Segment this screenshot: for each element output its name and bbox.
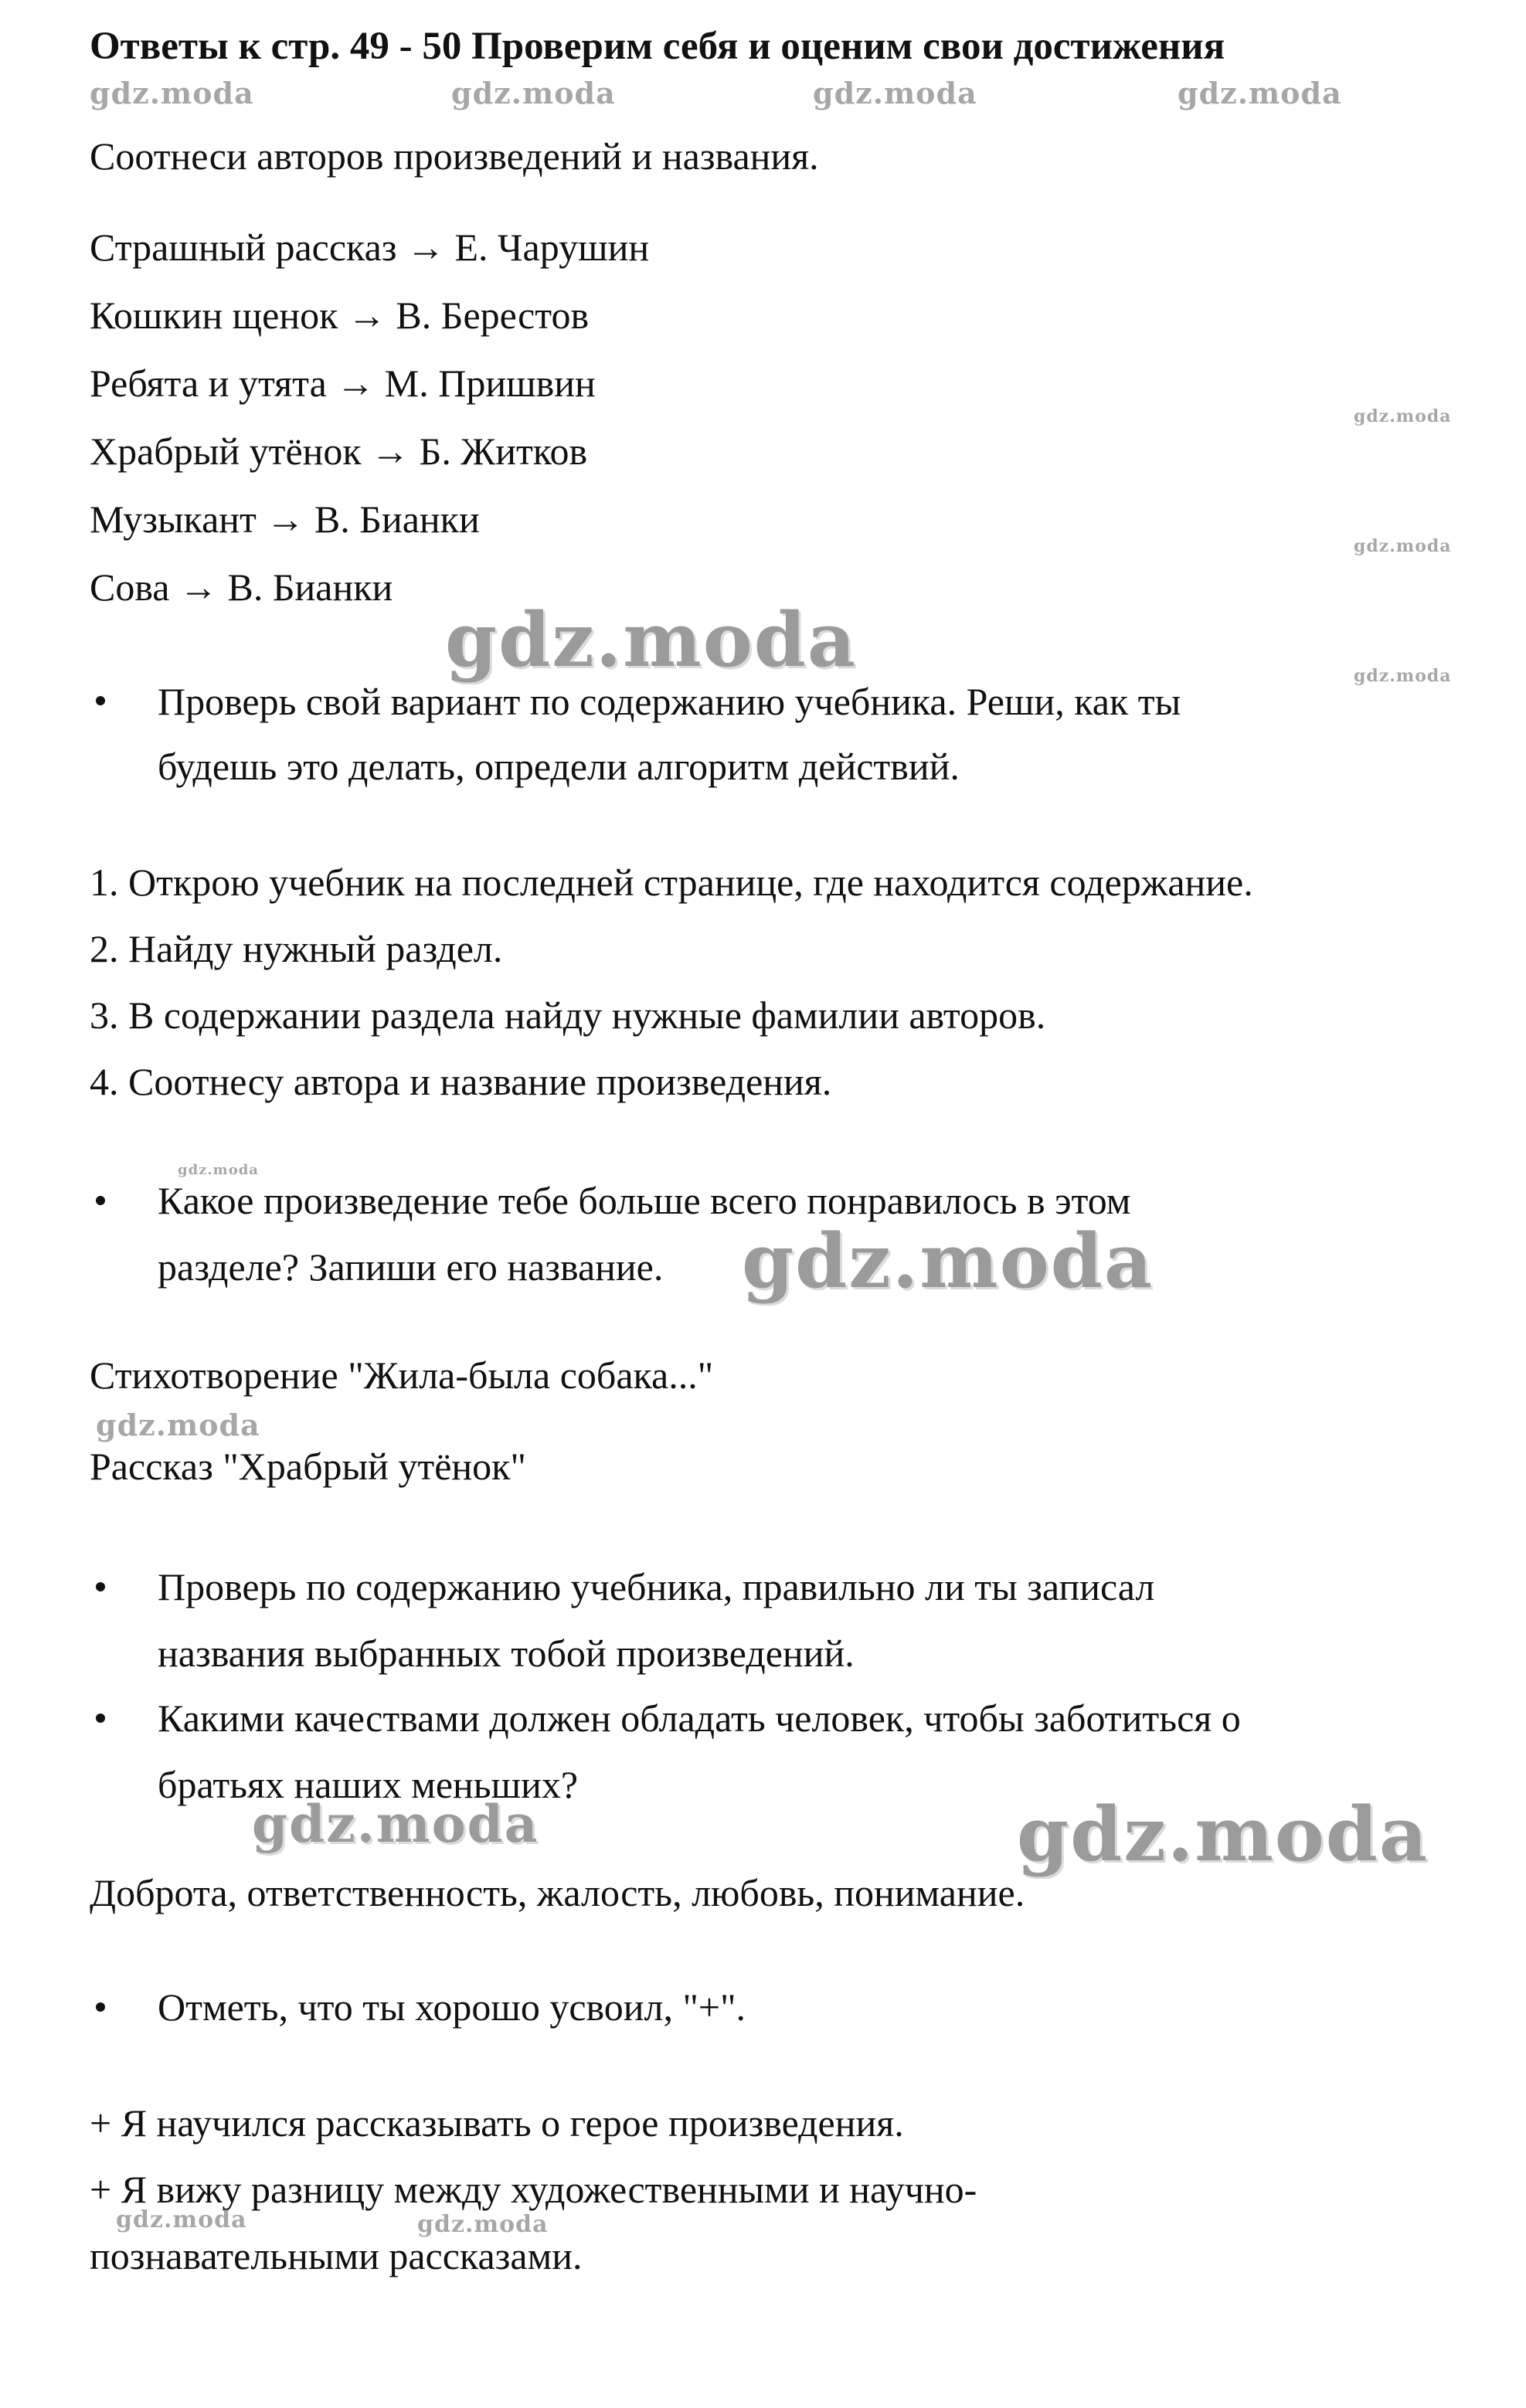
answer-line: познавательными рассказами.: [90, 2234, 583, 2277]
match-line: Кошкин щенок → В. Берестов: [90, 294, 590, 337]
algorithm-step: 3. В содержании раздела найду нужные фамилии авторов.: [90, 993, 1046, 1037]
watermark: gdz.moda: [445, 596, 858, 684]
answer-line: + Я вижу разницу между художественными и научно-: [90, 2168, 977, 2211]
task-instruction: братьях наших меньших?: [158, 1763, 579, 1806]
watermark: gdz.moda: [742, 1218, 1154, 1305]
bullet-icon: [96, 1582, 105, 1591]
task-instruction: будешь это делать, определи алгоритм действий.: [158, 745, 960, 788]
bullet-icon: [96, 696, 105, 705]
bullet-icon: [96, 1196, 105, 1205]
bullet-icon: [96, 1713, 105, 1723]
algorithm-step: 2. Найду нужный раздел.: [90, 927, 503, 970]
watermark: gdz.moda: [90, 76, 254, 110]
task-instruction: разделе? Запиши его название.: [158, 1245, 664, 1289]
match-line: Сова → В. Бианки: [90, 565, 393, 609]
answer-line: + Я научился рассказывать о герое произведения.: [90, 2101, 904, 2145]
watermark: gdz.moda: [1354, 536, 1452, 556]
match-line: Музыкант → В. Бианки: [90, 498, 480, 541]
task-instruction: названия выбранных тобой произведений.: [158, 1632, 855, 1675]
task-instruction: Проверь свой вариант по содержанию учебника. Реши, как ты: [158, 680, 1181, 723]
watermark: gdz.moda: [96, 1408, 260, 1442]
task-instruction: Проверь по содержанию учебника, правильно ли ты записал: [158, 1565, 1155, 1608]
match-line: Страшный рассказ → Е. Чарушин: [90, 226, 650, 269]
watermark: gdz.moda: [178, 1162, 259, 1178]
match-line: Храбрый утёнок → Б. Житков: [90, 430, 588, 473]
watermark: gdz.moda: [417, 2211, 549, 2238]
task-instruction: Отметь, что ты хорошо усвоил, "+".: [158, 1985, 746, 2029]
task-instruction: Какое произведение тебе больше всего понравилось в этом: [158, 1179, 1131, 1222]
watermark: gdz.moda: [1017, 1791, 1429, 1878]
watermark: gdz.moda: [1354, 666, 1452, 686]
watermark: gdz.moda: [116, 2206, 247, 2233]
task-prompt: Соотнеси авторов произведений и названия.: [90, 134, 819, 178]
match-line: Ребята и утята → М. Пришвин: [90, 362, 596, 405]
algorithm-step: 1. Открою учебник на последней странице, где находится содержание.: [90, 861, 1253, 904]
watermark: gdz.moda: [1354, 406, 1452, 426]
answer-line: Доброта, ответственность, жалость, любовь, понимание.: [90, 1871, 1025, 1914]
watermark: gdz.moda: [252, 1794, 539, 1854]
page-title: Ответы к стр. 49 - 50 Проверим себя и оценим свои достижения: [90, 25, 1225, 68]
algorithm-step: 4. Соотнесу автора и название произведения.: [90, 1060, 832, 1103]
watermark: gdz.moda: [1178, 76, 1342, 110]
watermark: gdz.moda: [451, 76, 616, 110]
answer-line: Рассказ "Храбрый утёнок": [90, 1445, 526, 1488]
answer-line: Стихотворение "Жила-была собака...": [90, 1353, 714, 1397]
task-instruction: Какими качествами должен обладать человек, чтобы заботиться о: [158, 1696, 1241, 1740]
watermark: gdz.moda: [813, 76, 977, 110]
bullet-icon: [96, 2002, 105, 2012]
